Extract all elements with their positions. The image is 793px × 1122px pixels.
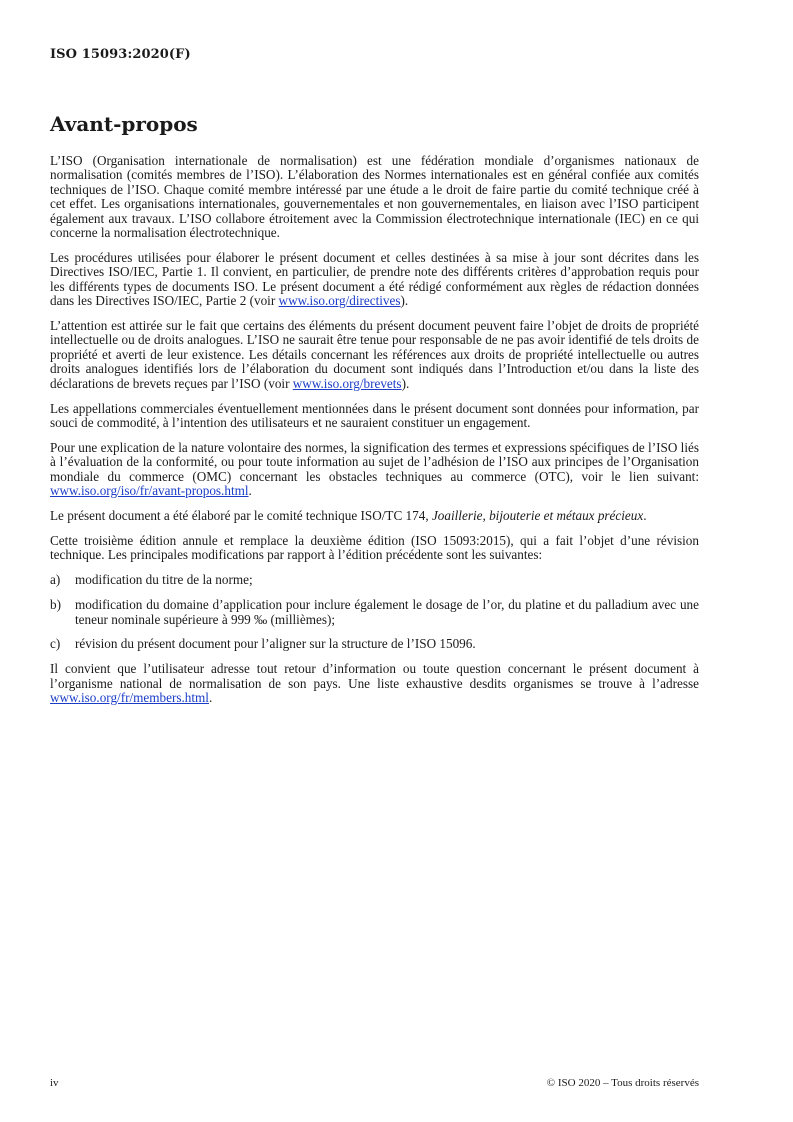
directives-link[interactable]: www.iso.org/directives — [278, 293, 401, 309]
list-item-text: modification du titre de la norme; — [75, 572, 253, 588]
list-item-text: révision du présent document pour l’aligner sur la structure de l’ISO 15096. — [75, 636, 476, 652]
paragraph-edition: Cette troisième édition annule et remplace la deuxième édition (ISO 15093:2015), qui a fait l’objet d’une révision technique. Les principales modifications par rapport à l’édition précédente sont les suivantes: — [50, 532, 699, 563]
list-item-text: modification du domaine d’application pour inclure également le dosage de l’or, du platine et du palladium avec une teneur nominale supérieure à 999 ‰ (millièmes); — [75, 597, 699, 627]
list-item-letter: a) — [50, 572, 61, 588]
paragraph-feedback — [50, 662, 699, 705]
list-item — [50, 598, 699, 627]
paragraph-iso-intro: L’ISO (Organisation internationale de normalisation) est une fédération mondiale d’organismes nationaux de normalisation (comités membres de l’ISO). L’élaboration des Normes internationales est en général confiée aux comités techniques de l’ISO. Chaque comité membre intéressé par une étude a le droit de faire partie du comité technique créé à cet effet. Les organisations internationales, gouvernementales et non gouvernementales, en liaison avec l’ISO participent également aux travaux. L’ISO collabore étroitement avec la Commission électrotechnique internationale (IEC) en ce qui concerne la normalisation électrotechnique. — [50, 153, 699, 241]
list-item — [50, 573, 699, 587]
paragraph-text: L’attention est attirée sur le fait que certains des éléments du présent document peuvent faire l’objet de droits de propriété intellectuelle ou de droits analogues. L’ISO ne saurait être tenue pour responsable de ne pas avoir identifié de tels droits de propriété et averti de leur existence. Les détails concernant les références aux droits de propriété intellectuelle ou autres droits analogues identifiés lors de l’élaboration du document sont indiqués dans l’Introduction et/ou dans la liste des déclarations de brevets reçues par l’ISO (voir — [50, 318, 699, 391]
document-id-header: ISO 15093:2020(F) — [50, 47, 191, 62]
page-number: iv — [50, 1077, 59, 1089]
paragraph-text: Les procédures utilisées pour élaborer le présent document et celles destinées à sa mise à jour sont décrites dans les Directives ISO/IEC, Partie 1. Il convient, en particulier, de prendre note des différents critères d’approbation requis pour les différents types de documents ISO. Le présent document a été rédigé conformément aux règles de rédaction données dans les Directives ISO/IEC, Partie 2 (voir — [50, 249, 699, 309]
list-item-letter: b) — [50, 597, 61, 613]
list-item-letter: c) — [50, 636, 61, 652]
committee-title: Joaillerie, bijouterie et métaux précieux — [431, 508, 644, 524]
foreword-body — [50, 154, 699, 716]
paragraph-end: . — [643, 508, 647, 524]
paragraph-procedures — [50, 251, 699, 309]
paragraph-patents — [50, 319, 699, 391]
copyright-notice: © ISO 2020 – Tous droits réservés — [546, 1077, 699, 1089]
foreword-info-link[interactable]: www.iso.org/iso/fr/avant-propos.html — [50, 483, 249, 499]
list-item — [50, 637, 699, 651]
paragraph-trade-names: Les appellations commerciales éventuellement mentionnées dans le présent document sont données pour information, par souci de commodité, à l’intention des utilisateurs et ne sauraient constituer un engagement. — [50, 400, 699, 430]
section-title: Avant-propos — [50, 112, 198, 136]
paragraph-voluntary-nature — [50, 441, 699, 499]
paragraph-committee — [50, 509, 699, 523]
paragraph-end: ). — [400, 293, 409, 309]
paragraph-text: Pour une explication de la nature volontaire des normes, la signification des termes et expressions spécifiques de l’ISO liés à l’évaluation de la conformité, ou pour toute information au sujet de l’adhésion de l’ISO aux principes de l’Organisation mondiale du commerce (OMC) concernant les obstacles techniques au commerce (OTC), voir le lien suivant: — [50, 439, 699, 484]
members-link[interactable]: www.iso.org/fr/members.html — [50, 690, 209, 706]
paragraph-end: ). — [401, 375, 410, 391]
patents-link[interactable]: www.iso.org/brevets — [292, 375, 402, 391]
paragraph-end: . — [248, 483, 252, 499]
paragraph-text: Il convient que l’utilisateur adresse tout retour d’information ou toute question concernant le présent document à l’organisme national de normalisation de son pays. Une liste exhaustive desdits organismes se trouve à l’adresse — [50, 661, 699, 691]
paragraph-end: . — [208, 690, 213, 706]
paragraph-text: Le présent document a été élaboré par le comité technique ISO/TC 174, — [50, 508, 432, 524]
